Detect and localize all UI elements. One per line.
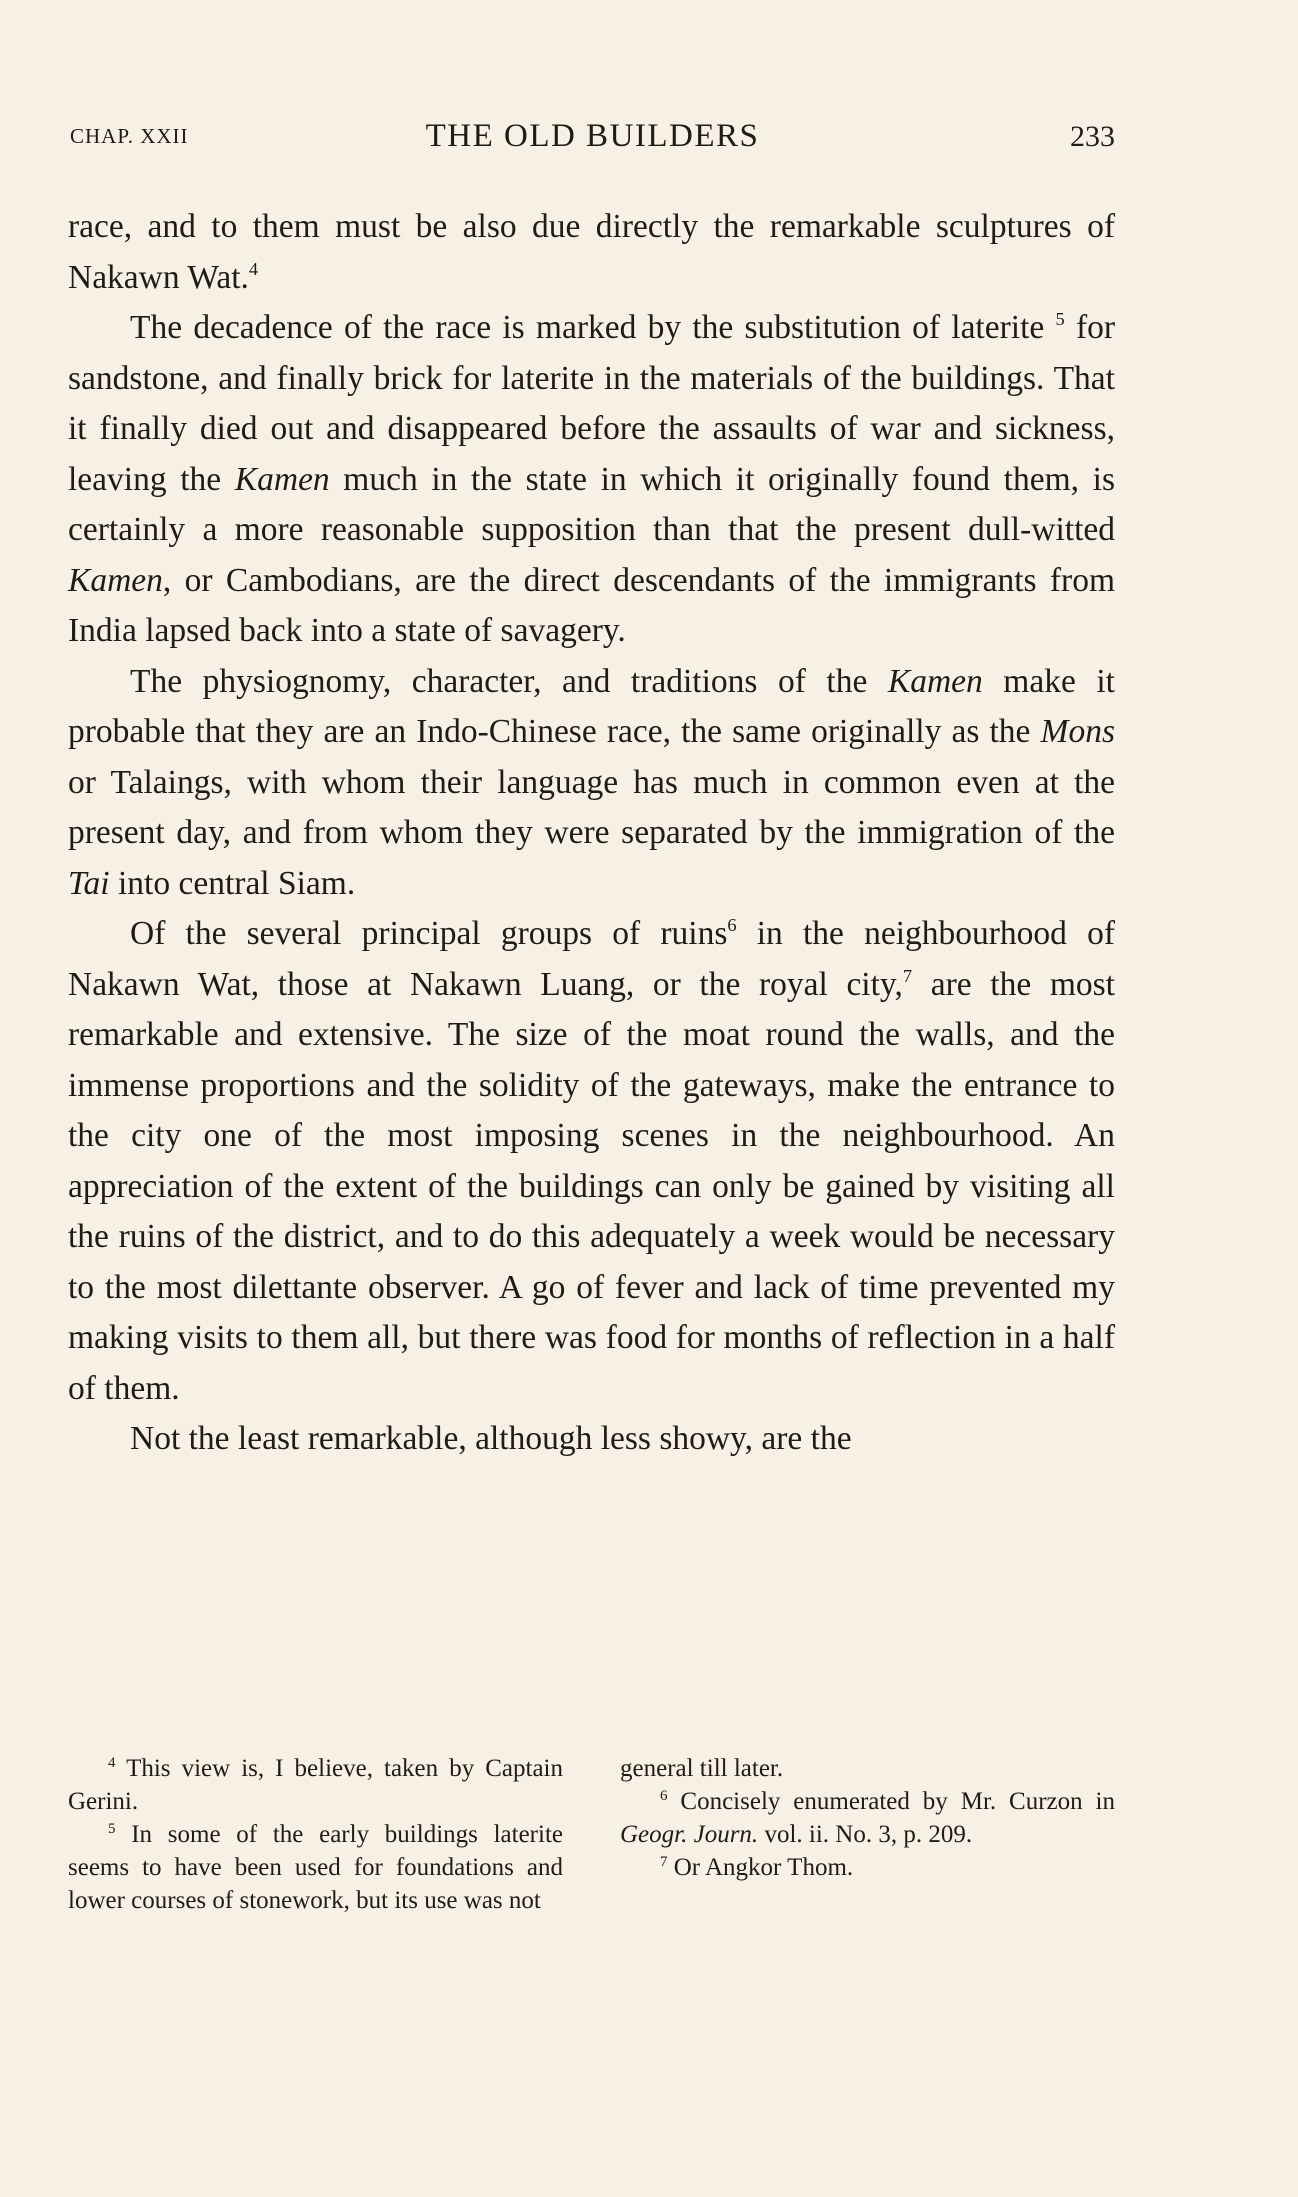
footnote-column-right — [620, 1752, 1115, 1917]
footnote: $^5$ In some of the early buildings laterite seems to have been used for foundations and lower courses of stonework, but its use was not — [68, 1821, 563, 1914]
paragraph: The physiognomy, character, and traditions of the Kamen make it probable that they are an Indo-Chinese race, the same originally as the Mons or Talaings, with whom their language has much in common even at the present day, and from whom they were separated by the immigration of the Tai into central Siam. — [68, 662, 1115, 902]
footnote-ref: 5 — [1055, 309, 1065, 330]
running-head — [70, 118, 1115, 162]
footnote-column-left — [68, 1752, 563, 1917]
footnote: $^4$ This view is, I believe, taken by Captain Gerini. — [68, 1755, 563, 1815]
footnotes — [68, 1752, 1115, 1917]
paragraph: Not the least remarkable, although less showy, are the — [130, 1420, 852, 1457]
body-text — [68, 202, 1115, 1465]
footnote: $^7$ Or Angkor Thom. — [660, 1854, 854, 1881]
footnote-ref: 6 — [727, 915, 737, 936]
footnote-continuation: general till later. — [620, 1755, 784, 1782]
chapter-label: CHAP. XXII — [70, 124, 189, 148]
footnote-ref: 7 — [902, 965, 913, 986]
paragraph: Of the several principal groups of ruins$^6$ in the neighbourhood of Nakawn Wat, those at Nakawn Luang, or the royal city,$^7$ are the most remarkable and extensive. The size of the moat round the walls, and the immense proportions and the solidity of the gateways, make the entrance to the city one of the most imposing scenes in the neighbourhood. An appreciation of the extent of the buildings can only be gained by visiting all the ruins of the district, and to do this adequately a week would be necessary to the most dilettante observer. A go of fever and lack of time prevented my making visits to them all, but there was food for months of reflection in a half of them. — [68, 915, 1115, 1407]
footnote: $^6$ Concisely enumerated by Mr. Curzon in Geogr. Journ. vol. ii. No. 3, p. 209. — [620, 1788, 1115, 1848]
paragraph: The decadence of the race is marked by the substitution of laterite $^5$ for sandstone, and finally brick for laterite in the materials of the buildings. That it finally died out and disappeared before the assaults of war and sickness, leaving the Kamen much in the state in which it originally found them, is certainly a more reasonable supposition than that the present dull-witted Kamen, or Cambodians, are the direct descendants of the immigrants from India lapsed back into a state of savagery. — [68, 309, 1116, 649]
paragraph: race, and to them must be also due directly the remarkable sculptures of Nakawn Wat.$^4$ — [68, 208, 1115, 296]
footnote-ref: 4 — [248, 258, 259, 279]
page-number: 233 — [1070, 120, 1115, 153]
running-title: THE OLD BUILDERS — [425, 118, 760, 154]
